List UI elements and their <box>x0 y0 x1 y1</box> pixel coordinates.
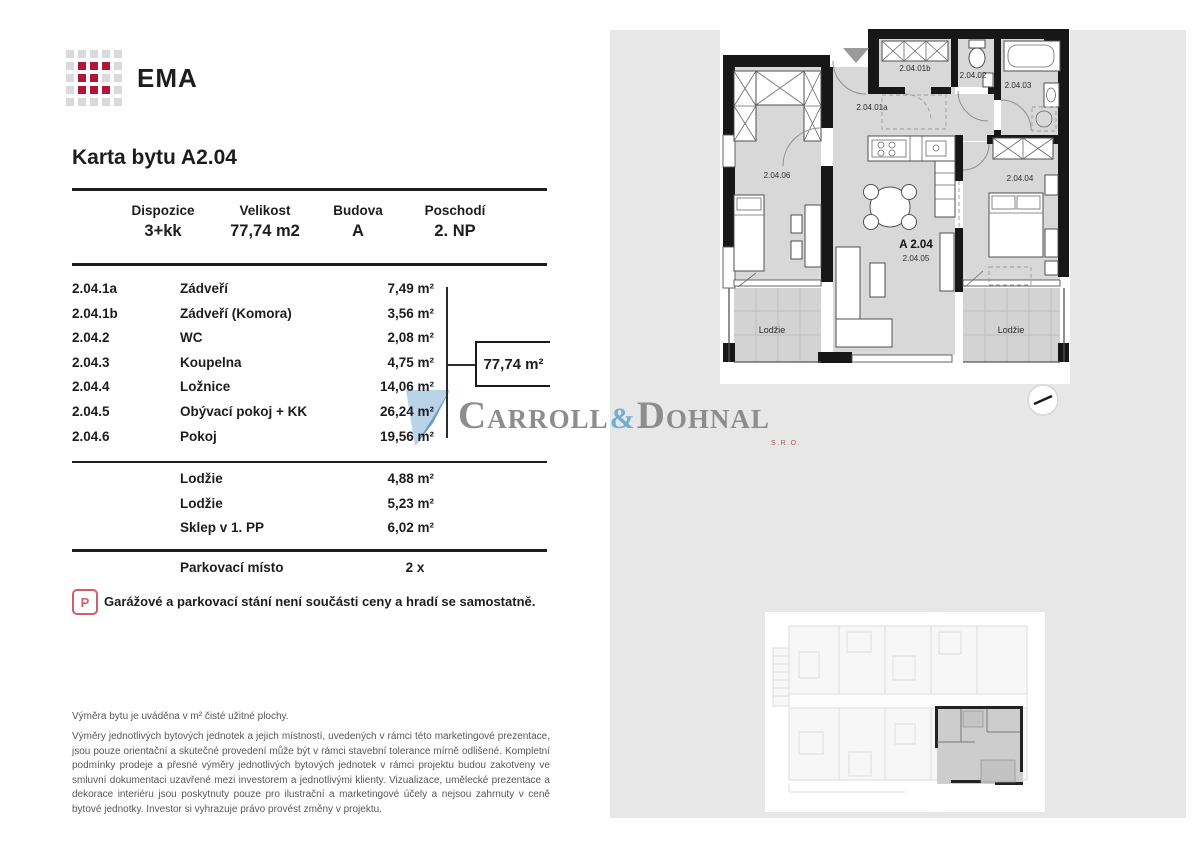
extra-name: Lodžie <box>180 495 223 511</box>
watermark-word2: Dohnal <box>636 394 770 437</box>
room-name: WC <box>180 330 203 346</box>
footnote-area: Výměra bytu je uváděna v m² čisté užitné plochy. <box>72 711 289 722</box>
parking-count: 2 x <box>405 560 425 575</box>
unit-label: A 2.04 <box>899 239 933 251</box>
room-code: 2.04.6 <box>72 428 110 444</box>
watermark-ampersand: & <box>609 402 636 435</box>
brand-name: EMA <box>137 63 198 93</box>
table-row <box>72 429 434 449</box>
watermark-text <box>458 390 770 445</box>
summary-poschodi <box>390 203 520 241</box>
extra-area: 4,88 m² <box>387 471 434 486</box>
divider-summary <box>72 263 547 266</box>
summary-value: 3+kk <box>144 222 182 240</box>
room-area: 2,08 m² <box>387 330 434 346</box>
parking-name: Parkovací místo <box>180 560 284 575</box>
room-label-wc: 2.04.02 <box>959 71 987 80</box>
table-row <box>72 281 434 301</box>
room-area: 7,49 m² <box>387 281 434 296</box>
page-title: Karta bytu A2.04 <box>72 146 237 169</box>
room-code: 2.04.1a <box>72 281 118 296</box>
room-label-bath: 2.04.03 <box>1004 81 1032 90</box>
loggia-label-left: Lodžie <box>758 325 786 335</box>
watermark-suffix: S.R.O. <box>771 440 802 447</box>
room-area: 19,56 m² <box>379 428 434 444</box>
parking-icon: P <box>72 589 98 615</box>
total-area-box: 77,74 m² <box>475 341 550 387</box>
total-area-bracket-arm <box>446 364 475 366</box>
room-area: 4,75 m² <box>387 354 434 370</box>
divider-top <box>72 188 547 191</box>
room-code: 2.04.3 <box>72 354 110 370</box>
summary-label: Velikost <box>239 203 291 218</box>
overview-highlighted-unit <box>935 706 1023 785</box>
room-label-storage: 2.04.01b <box>899 64 931 73</box>
room-name: Obývací pokoj + KK <box>180 404 308 419</box>
extra-name: Lodžie <box>180 471 223 486</box>
total-area-bracket <box>446 287 448 438</box>
room-code: 2.04.5 <box>72 404 110 419</box>
summary-value: 2. NP <box>434 222 476 240</box>
summary-label: Dispozice <box>131 203 195 218</box>
room-name: Zádveří (Komora) <box>180 305 292 321</box>
floor-plan <box>700 15 1095 420</box>
divider-parking <box>72 549 547 552</box>
parking-row <box>72 560 547 580</box>
watermark-word1: Carroll <box>458 394 609 437</box>
parking-note: Garážové a parkovací stání není součásti ceny a hradí se samostatně. <box>104 594 536 609</box>
table-row <box>72 355 434 375</box>
summary-label: Poschodí <box>424 203 486 218</box>
table-row <box>72 306 434 326</box>
room-label-room: 2.04.06 <box>763 171 791 180</box>
extra-name: Sklep v 1. PP <box>180 520 265 535</box>
table-row <box>72 471 547 491</box>
room-label-entry: 2.04.01a <box>856 103 888 112</box>
loggia-label-right: Lodžie <box>997 325 1025 335</box>
room-name: Ložnice <box>180 379 231 395</box>
room-label-bedroom: 2.04.04 <box>1006 174 1034 183</box>
logo-grid <box>66 50 122 106</box>
room-name: Zádveří <box>180 281 229 296</box>
table-row <box>72 379 434 399</box>
room-code: 2.04.1b <box>72 305 118 321</box>
summary-value: 77,74 m2 <box>230 222 300 240</box>
unit-code: 2.04.05 <box>902 254 930 263</box>
room-name: Pokoj <box>180 428 217 444</box>
room-area: 14,06 m² <box>379 379 434 395</box>
room-code: 2.04.4 <box>72 379 110 395</box>
room-area: 3,56 m² <box>387 305 434 321</box>
table-row <box>72 520 547 540</box>
summary-value: A <box>352 222 364 240</box>
room-name: Koupelna <box>180 354 242 370</box>
divider-extras <box>72 461 547 463</box>
table-row <box>72 404 434 424</box>
building-overview-plan <box>765 612 1045 812</box>
orientation-mark <box>1028 385 1058 415</box>
table-row <box>72 496 547 516</box>
room-area: 26,24 m² <box>379 404 434 419</box>
extra-area: 6,02 m² <box>387 520 434 535</box>
watermark <box>405 390 802 447</box>
table-row <box>72 330 434 350</box>
room-code: 2.04.2 <box>72 330 110 346</box>
summary-label: Budova <box>333 203 383 218</box>
extra-area: 5,23 m² <box>387 495 434 511</box>
footnote-legal: Výměry jednotlivých bytových jednotek a jejich místností, uvedených v rámci této marketingové prezentace, jsou pouze orientační a skutečné provedení může být v rámci stavební tolerance mírně odlišené. Kompletní podmínky prodeje a přesné výměry jednotlivých bytových jednotek v rámci projektu budou zakotveny ve smluvní dokumentaci uzavřené mezi investorem a jednotlivými klienty. Vizualizace, umělecké prezentace a dekorace interiéru jsou poskytnuty pouze pro ilustrační a marketingové účely a nejsou zahrnuty v ceně bytové jednotky. Investor si vyhrazuje právo provést změny v projektu. <box>72 731 550 815</box>
